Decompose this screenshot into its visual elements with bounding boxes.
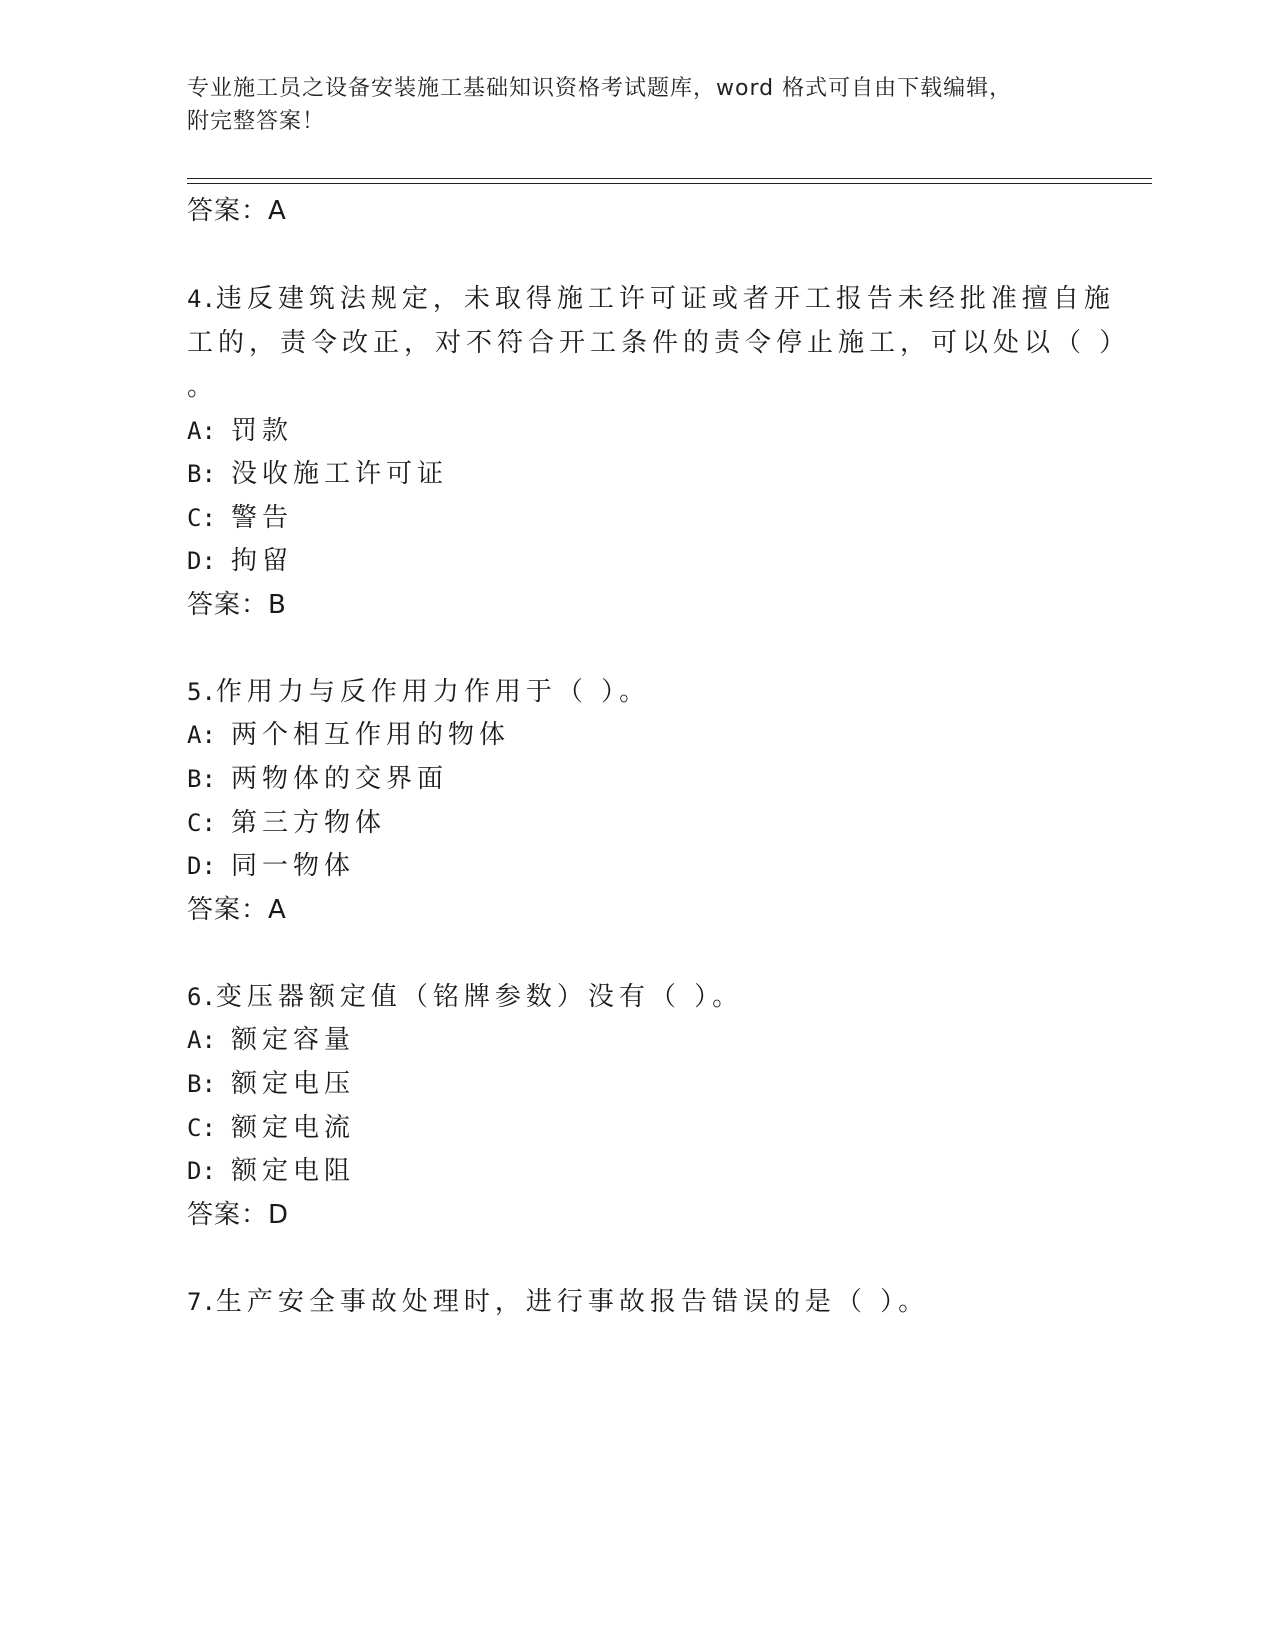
option-text: 第三方物体 — [231, 808, 387, 838]
question-5-option-c — [187, 802, 386, 839]
question-6-line-1 — [187, 976, 743, 1013]
option-prefix: C: — [187, 1114, 216, 1142]
option-text: 拘留 — [231, 546, 294, 576]
question-number: 7. — [187, 1288, 216, 1316]
option-prefix: B: — [187, 765, 216, 793]
option-text: 额定电阻 — [231, 1156, 356, 1186]
question-text: 作用力与反作用力作用于（ ）。 — [215, 677, 651, 707]
question-4-line-2: 工的，责令改正，对不符合开工条件的责令停止施工，可以处以（ ） — [187, 328, 1131, 358]
option-text: 两个相互作用的物体 — [231, 720, 511, 750]
question-6-option-d — [187, 1150, 355, 1187]
question-text: 变压器额定值（铭牌参数）没有（ ）。 — [215, 982, 744, 1012]
question-5-option-a — [187, 714, 510, 751]
option-prefix: D: — [187, 547, 216, 575]
question-4-option-d — [187, 540, 293, 577]
question-4-line-3: 。 — [187, 372, 219, 402]
question-4-option-a — [187, 410, 293, 447]
option-prefix: D: — [187, 852, 216, 880]
question-6-answer: 答案：D — [187, 1200, 290, 1230]
option-prefix: C: — [187, 504, 216, 532]
header-rule-top — [187, 178, 1152, 179]
question-text: 生产安全事故处理时，进行事故报告错误的是（ ）。 — [215, 1287, 930, 1317]
option-prefix: D: — [187, 1157, 216, 1185]
question-5-option-b — [187, 758, 448, 795]
header-line-2: 附完整答案！ — [187, 109, 326, 134]
option-text: 两物体的交界面 — [231, 764, 449, 794]
question-4-line-1 — [187, 278, 1115, 315]
header-line-1: 专业施工员之设备安装施工基础知识资格考试题库，word 格式可自由下载编辑， — [187, 76, 1013, 101]
option-text: 额定电压 — [231, 1069, 356, 1099]
option-text: 额定电流 — [231, 1113, 356, 1143]
answer-prev: 答案：A — [187, 196, 287, 226]
option-text: 同一物体 — [231, 851, 356, 881]
question-7-line-1 — [187, 1281, 929, 1318]
question-number: 4. — [187, 285, 216, 313]
option-prefix: B: — [187, 1070, 216, 1098]
question-4-option-b — [187, 453, 448, 490]
question-text: 违反建筑法规定，未取得施工许可证或者开工报告未经批准擅自施 — [215, 284, 1115, 314]
option-text: 没收施工许可证 — [231, 459, 449, 489]
option-prefix: A: — [187, 721, 216, 749]
document-header — [187, 72, 1087, 138]
question-5-answer: 答案：A — [187, 895, 287, 925]
question-number: 6. — [187, 983, 216, 1011]
question-6-option-c — [187, 1107, 355, 1144]
option-prefix: A: — [187, 417, 216, 445]
option-text: 罚款 — [231, 416, 294, 446]
option-text: 警告 — [231, 503, 294, 533]
question-number: 5. — [187, 678, 216, 706]
option-prefix: A: — [187, 1026, 216, 1054]
option-prefix: C: — [187, 809, 216, 837]
question-4-answer: 答案：B — [187, 590, 287, 620]
question-6-option-b — [187, 1063, 355, 1100]
question-6-option-a — [187, 1019, 355, 1056]
question-5-line-1 — [187, 671, 650, 708]
question-4-option-c — [187, 497, 293, 534]
header-rule-bottom — [187, 183, 1152, 184]
option-text: 额定容量 — [231, 1025, 356, 1055]
option-prefix: B: — [187, 460, 216, 488]
question-5-option-d — [187, 845, 355, 882]
